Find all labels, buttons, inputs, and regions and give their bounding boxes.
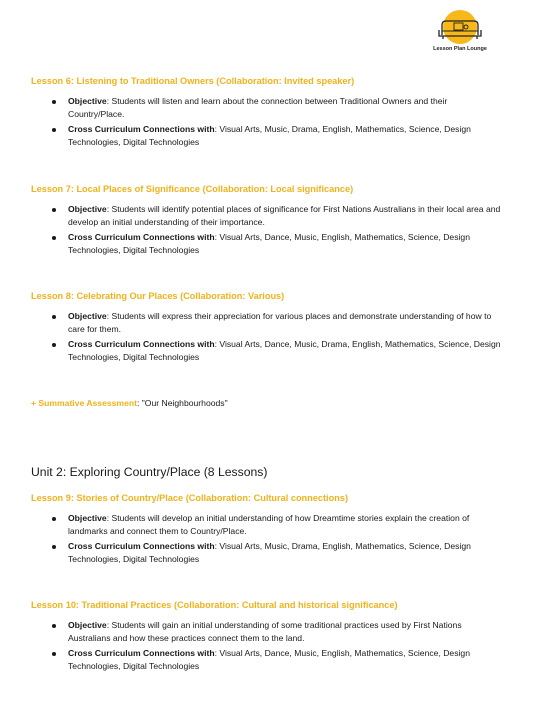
objective-text: : Students will listen and learn about the connection between Traditional Owners and their Country/Place. (68, 96, 448, 120)
objective-label: Objective (68, 311, 107, 321)
objective-item (68, 95, 501, 122)
lesson-10-section (31, 599, 501, 674)
objective-label: Objective (68, 204, 107, 214)
summative-text: : "Our Neighbourhoods" (136, 398, 228, 408)
objective-label: Objective (68, 620, 107, 630)
lesson-details-list (31, 310, 501, 364)
unit-2-heading: Unit 2: Exploring Country/Place (8 Lessons) (31, 465, 268, 479)
lesson-plan-lounge-logo (428, 8, 492, 58)
objective-text: : Students will gain an initial understanding of some traditional practices used by First Nations Australians and how these practices connect them to the land. (68, 620, 462, 644)
lounge-sofa-icon (428, 8, 492, 48)
objective-item (68, 512, 501, 539)
cross-curriculum-item (68, 123, 501, 150)
lesson-title: Lesson 10: Traditional Practices (Collaboration: Cultural and historical significance) (31, 600, 398, 610)
cross-curriculum-label: Cross Curriculum Connections with (68, 123, 215, 134)
objective-text: : Students will identify potential places of significance for First Nations Australians in their local area and develop an initial understanding of their importance. (68, 204, 501, 228)
lesson-6-section (31, 75, 501, 150)
lesson-details-list (31, 203, 501, 257)
summative-assessment (31, 397, 228, 409)
cross-curriculum-text: : Visual Arts, Dance, Music, English, Mathematics, Science, Design Technologies, Digital Technologies (68, 647, 470, 671)
lesson-title: Lesson 8: Celebrating Our Places (Collaboration: Various) (31, 291, 285, 301)
lesson-title: Lesson 6: Listening to Traditional Owners (Collaboration: Invited speaker) (31, 76, 355, 86)
cross-curriculum-label: Cross Curriculum Connections with (68, 540, 215, 551)
lesson-9-section (31, 492, 501, 567)
cross-curriculum-item (68, 338, 501, 365)
lesson-7-section (31, 183, 501, 258)
lesson-8-section (31, 290, 501, 365)
cross-curriculum-item (68, 540, 501, 567)
objective-item (68, 310, 501, 337)
lesson-title: Lesson 9: Stories of Country/Place (Collaboration: Cultural connections) (31, 493, 349, 503)
lesson-details-list (31, 619, 501, 673)
cross-curriculum-text: : Visual Arts, Music, Drama, English, Mathematics, Science, Design Technologies, Digital Technologies (68, 540, 471, 564)
cross-curriculum-label: Cross Curriculum Connections with (68, 231, 215, 242)
objective-item (68, 619, 501, 646)
cross-curriculum-label: Cross Curriculum Connections with (68, 647, 215, 658)
objective-text: : Students will develop an initial understanding of how Dreamtime stories explain the creation of landmarks and connect them to Country/Place. (68, 513, 470, 537)
lesson-title: Lesson 7: Local Places of Significance (Collaboration: Local significance) (31, 184, 354, 194)
lesson-details-list (31, 512, 501, 566)
objective-item (68, 203, 501, 230)
objective-label: Objective (68, 513, 107, 523)
cross-curriculum-text: : Visual Arts, Music, Drama, English, Mathematics, Science, Design Technologies, Digital Technologies (68, 123, 471, 147)
cross-curriculum-text: : Visual Arts, Dance, Music, English, Mathematics, Science, Design Technologies, Digital Technologies (68, 231, 470, 255)
cross-curriculum-label: Cross Curriculum Connections with (68, 338, 215, 349)
logo-wordmark: Lesson Plan Lounge (433, 46, 487, 52)
objective-label: Objective (68, 96, 107, 106)
objective-text: : Students will express their appreciation for various places and demonstrate understanding of how to care for them. (68, 311, 492, 335)
cross-curriculum-item (68, 231, 501, 258)
cross-curriculum-item (68, 647, 501, 674)
cross-curriculum-text: : Visual Arts, Dance, Music, Drama, English, Mathematics, Science, Design Technologies, Digital Technologies (68, 338, 501, 362)
summative-label: + Summative Assessment (31, 398, 137, 408)
lesson-details-list (31, 95, 501, 149)
